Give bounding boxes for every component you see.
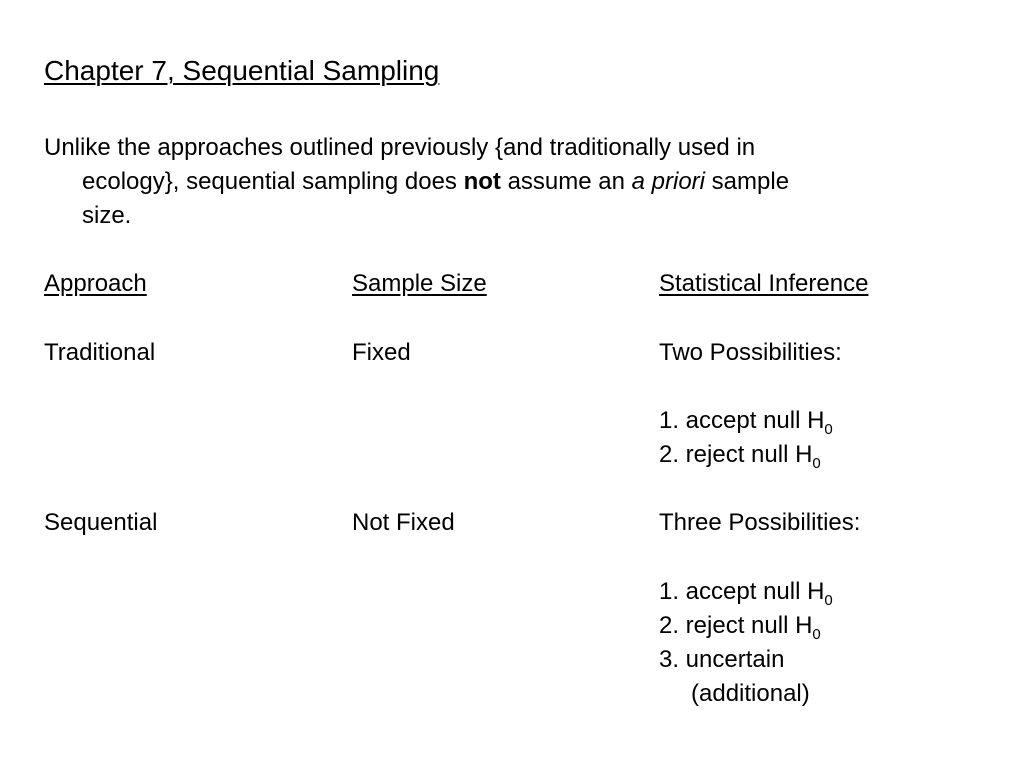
- row-sequential-inference-heading: Three Possibilities:: [659, 509, 861, 536]
- row-sequential-item-2: [659, 609, 821, 643]
- item-text: 1. accept null H: [659, 578, 825, 605]
- row-sequential-item-3: 3. uncertain: [659, 646, 785, 673]
- row-traditional-item-2: [659, 438, 821, 472]
- item-text: 2. reject null H: [659, 612, 813, 639]
- intro-line-3: size.: [82, 202, 132, 229]
- header-approach: Approach: [44, 270, 147, 297]
- header-sample-size: Sample Size: [352, 270, 487, 297]
- subscript-zero: 0: [824, 421, 833, 438]
- intro-bold-not: not: [463, 168, 501, 195]
- row-traditional-item-1: [659, 404, 833, 438]
- slide-title: Chapter 7, Sequential Sampling: [44, 55, 440, 86]
- intro-paragraph: [44, 131, 944, 233]
- row-sequential-sample-size: Not Fixed: [352, 509, 455, 536]
- row-traditional-sample-size: Fixed: [352, 339, 411, 366]
- item-text: 2. reject null H: [659, 441, 813, 468]
- subscript-zero: 0: [812, 455, 821, 472]
- row-traditional-approach: Traditional: [44, 339, 156, 366]
- intro-text: assume an: [500, 168, 632, 195]
- row-sequential-item-3-continuation: (additional): [691, 680, 810, 707]
- intro-text: sample: [705, 168, 790, 195]
- row-traditional-inference-heading: Two Possibilities:: [659, 339, 842, 366]
- intro-line-1: Unlike the approaches outlined previously {and traditionally used in: [44, 134, 756, 161]
- row-sequential-approach: Sequential: [44, 509, 158, 536]
- intro-text: ecology}, sequential sampling does: [82, 168, 464, 195]
- item-text: 1. accept null H: [659, 407, 825, 434]
- subscript-zero: 0: [812, 626, 821, 643]
- intro-line-2: [44, 165, 944, 199]
- subscript-zero: 0: [824, 592, 833, 609]
- header-statistical-inference: Statistical Inference: [659, 270, 869, 297]
- intro-italic-a-priori: a priori: [631, 168, 705, 195]
- row-sequential-item-1: [659, 575, 833, 609]
